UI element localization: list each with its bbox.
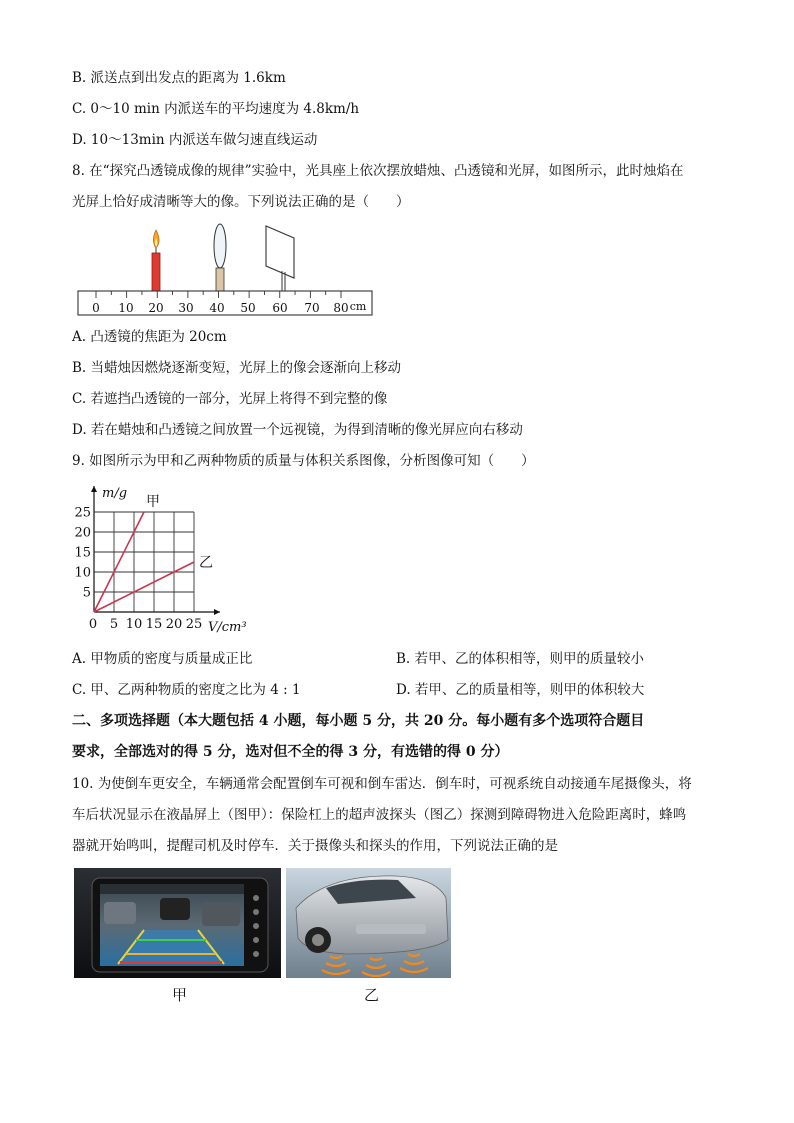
y-tick-label: 15 — [74, 545, 91, 561]
section2-title-line1: 二、多项选择题（本大题包括 4 小题，每小题 5 分，共 20 分。每小题有多个选项符合题目 — [72, 713, 645, 729]
q9-option-d: D. 若甲、乙的质量相等，则甲的体积较大 — [396, 682, 645, 698]
q7-option-d: D. 10～13min 内派送车做匀速直线运动 — [72, 132, 318, 148]
x-tick-label: 20 — [165, 617, 183, 632]
x-tick-label: 15 — [145, 617, 163, 632]
series-line-0 — [94, 512, 144, 612]
bench-unit: cm — [349, 300, 367, 313]
figure-caption-yi: 乙 — [364, 986, 380, 1004]
x-tick-label: 25 — [185, 617, 203, 632]
q8-stem-line2: 光屏上恰好成清晰等大的像。下列说法正确的是（ ） — [72, 194, 410, 210]
y-tick-label: 20 — [74, 525, 91, 541]
x-tick-label: 5 — [109, 617, 119, 632]
chart-grid — [94, 512, 194, 612]
q9-stem: 9. 如图所示为甲和乙两种物质的质量与体积关系图像，分析图像可知（ ） — [72, 453, 535, 469]
bench-tick-30: 30 — [178, 301, 194, 315]
q7-option-b: B. 派送点到出发点的距离为 1.6km — [72, 70, 286, 86]
bench-tick-0: 0 — [92, 301, 100, 315]
q9-option-a: A. 甲物质的密度与质量成正比 — [72, 651, 253, 667]
convex-lens-icon — [214, 224, 226, 291]
bench-tick-10: 10 — [118, 301, 134, 315]
q8-option-a: A. 凸透镜的焦距为 20cm — [72, 329, 227, 345]
bench-tick-80: 80 — [333, 301, 349, 315]
x-tick-label: 10 — [125, 617, 143, 632]
bench-tick-70: 70 — [304, 301, 320, 315]
q7-option-c: C. 0～10 min 内派送车的平均速度为 4.8km/h — [72, 101, 360, 117]
series-label-jia: 甲 — [146, 494, 160, 510]
q10-stem-line3: 器就开始鸣叫，提醒司机及时停车．关于摄像头和探头的作用，下列说法正确的是 — [72, 838, 558, 854]
q10-stem-line2: 车后状况显示在液晶屏上（图甲）：保险杠上的超声波探头（图乙）探测到障碍物进入危险距离时，蜂鸣 — [72, 807, 687, 823]
q9-option-b: B. 若甲、乙的体积相等，则甲的质量较小 — [396, 651, 645, 667]
optical-bench-figure — [76, 222, 376, 320]
mass-volume-chart — [70, 484, 260, 638]
reverse-camera-screen-photo — [74, 868, 281, 978]
chart-series-lines — [94, 512, 194, 612]
x-tick-label: 0 — [88, 617, 98, 632]
series-line-1 — [94, 562, 194, 612]
x-axis-label: V/cm³ — [208, 620, 247, 635]
y-tick-label: 5 — [82, 585, 91, 601]
q10-stem-line1: 10. 为使倒车更安全，车辆通常会配置倒车可视和倒车雷达．倒车时，可视系统自动接通车尾摄像头，将 — [72, 776, 692, 792]
bench-tick-50: 50 — [240, 301, 256, 315]
q9-option-c: C. 甲、乙两种物质的密度之比为 4 : 1 — [72, 682, 301, 698]
bench-tick-20: 20 — [148, 301, 164, 315]
bench-tick-60: 60 — [272, 301, 288, 315]
q8-option-b: B. 当蜡烛因燃烧逐渐变短，光屏上的像会逐渐向上移动 — [72, 360, 402, 376]
y-tick-label: 25 — [74, 505, 91, 521]
figure-caption-jia: 甲 — [172, 986, 188, 1004]
bench-tick-40: 40 — [209, 301, 225, 315]
series-label-yi: 乙 — [199, 555, 213, 571]
light-screen-icon — [266, 226, 294, 291]
q8-stem-line1: 8. 在“探究凸透镜成像的规律”实验中，光具座上依次摆放蜡烛、凸透镜和光屏，如图所示，此时烛焰在 — [72, 163, 684, 179]
x-axis-arrow — [214, 609, 220, 615]
q8-option-d: D. 若在蜡烛和凸透镜之间放置一个远视镜，为得到清晰的像光屏应向右移动 — [72, 422, 523, 438]
y-axis-arrow — [91, 486, 97, 492]
parking-sensor-car-photo — [286, 868, 451, 978]
y-tick-label: 10 — [74, 565, 91, 581]
candle-icon — [152, 230, 160, 291]
q8-option-c: C. 若遮挡凸透镜的一部分，光屏上将得不到完整的像 — [72, 391, 388, 407]
y-axis-label: m/g — [102, 486, 128, 501]
section2-title-line2: 要求，全部选对的得 5 分，选对但不全的得 3 分，有选错的得 0 分） — [72, 744, 509, 760]
